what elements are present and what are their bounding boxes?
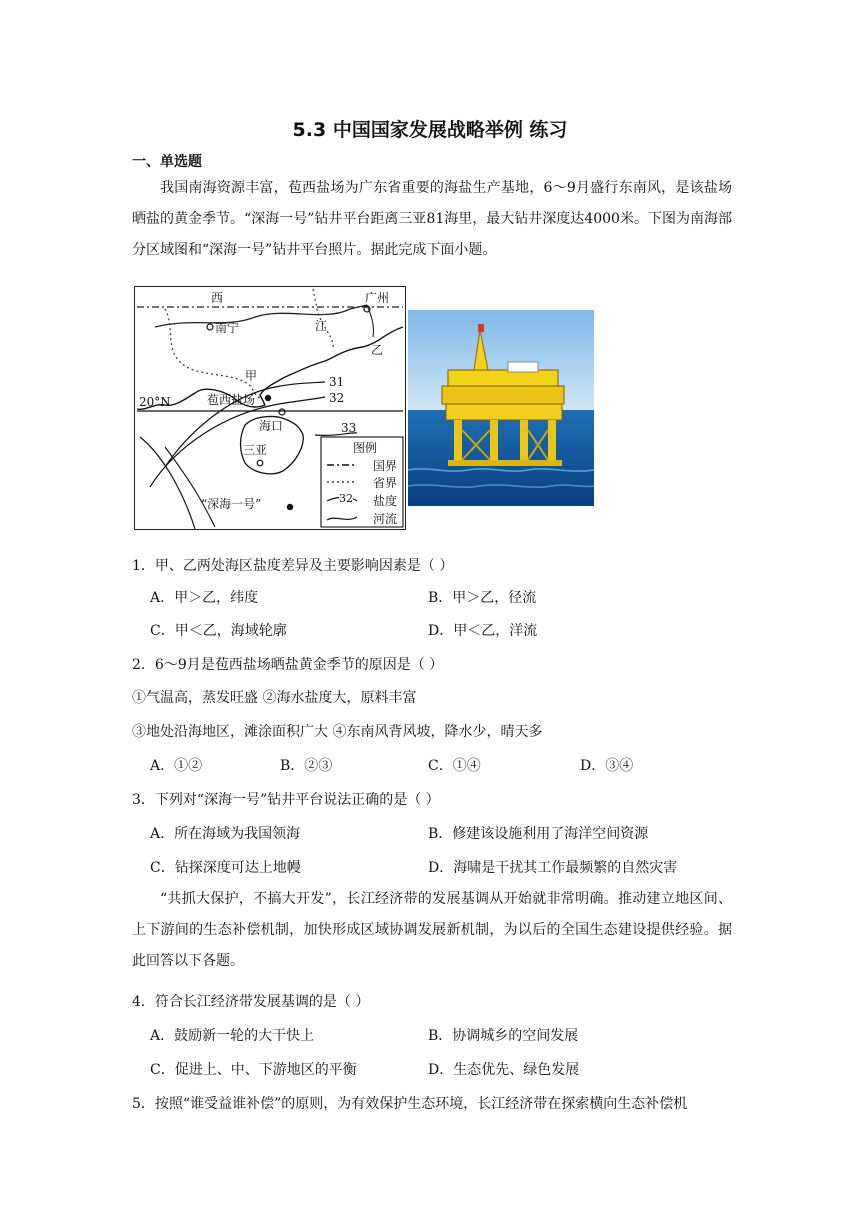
question-3-option-b[interactable]: B．修建该设施利用了海洋空间资源 — [428, 826, 649, 842]
question-3-stem: 3．下列对“深海一号”钻井平台说法正确的是（ ） — [132, 792, 440, 808]
map-label-sanya: 三亚 — [243, 443, 268, 457]
legend-border: 国界 — [373, 459, 398, 473]
legend-province: 省界 — [373, 476, 398, 490]
map-label-jia: 甲 — [245, 369, 258, 383]
map-label-jiang: 江 — [315, 319, 328, 333]
question-1-option-b[interactable]: B．甲＞乙，径流 — [428, 590, 537, 606]
isohaline-31-label: 31 — [329, 375, 345, 389]
question-2-option-d[interactable]: D．③④ — [580, 758, 634, 774]
question-2-stem: 2．6～9月是苞西盐场晒盐黄金季节的原因是（ ） — [132, 657, 444, 673]
question-4-stem: 4．符合长江经济带发展基调的是（ ） — [132, 994, 370, 1010]
question-3-option-c[interactable]: C．钻探深度可达上地幔 — [150, 860, 301, 876]
question-2-statements-1: ①气温高，蒸发旺盛 ②海水盐度大，原料丰富 — [132, 690, 417, 706]
question-2-option-c[interactable]: C．①④ — [428, 758, 481, 774]
question-3-option-d[interactable]: D．海啸是干扰其工作最频繁的自然灾害 — [428, 860, 678, 876]
question-2-statements-2: ③地处沿海地区，滩涂面积广大 ④东南风背风坡，降水少，晴天多 — [132, 724, 543, 740]
isohaline-32-label: 32 — [329, 391, 345, 405]
map-label-xi: 西 — [211, 291, 224, 305]
question-4-option-a[interactable]: A．鼓励新一轮的大干快上 — [150, 1028, 315, 1044]
question-2-option-a[interactable]: A．①② — [150, 758, 203, 774]
south-china-sea-map — [134, 286, 406, 530]
legend-title: 图例 — [353, 441, 378, 455]
legend-salinity-number: 32 — [339, 492, 353, 505]
map-label-nanning: 南宁 — [215, 321, 240, 335]
question-5-stem: 5．按照“谁受益谁补偿”的原则，为有效保护生态环境，长江经济带在探索横向生态补偿机 — [132, 1096, 688, 1112]
map-label-yi: 乙 — [371, 343, 384, 357]
question-4-option-c[interactable]: C．促进上、中、下游地区的平衡 — [150, 1062, 357, 1078]
section-heading: 一、单选题 — [132, 154, 202, 170]
legend-salinity: 盐度 — [373, 494, 398, 508]
map-label-platform: “深海一号” — [201, 497, 262, 511]
isohaline-33-label: 33 — [341, 421, 357, 435]
question-4-option-b[interactable]: B．协调城乡的空间发展 — [428, 1028, 579, 1044]
page-title: 5.3 中国国家发展战略举例 练习 — [292, 119, 568, 141]
map-label-latitude: 20°N — [139, 395, 171, 409]
drilling-platform-photo — [408, 310, 594, 506]
passage-1: 我国南海资源丰富，苞西盐场为广东省重要的海盐生产基地，6～9月盛行东南风，是该盐场晒盐的黄金季节。“深海一号”钻井平台距离三亚81海里，最大钻井深度达4000米。下图为南海部分区域图和“深海一号”钻井平台照片。据此完成下面小题。 — [132, 180, 732, 258]
legend-river: 河流 — [373, 512, 398, 526]
question-1-option-a[interactable]: A．甲＞乙，纬度 — [150, 590, 259, 606]
question-2-option-b[interactable]: B．②③ — [280, 758, 333, 774]
map-label-guangzhou: 广州 — [365, 291, 390, 305]
map-label-haikou: 海口 — [259, 419, 284, 433]
question-1-option-d[interactable]: D．甲＜乙，洋流 — [428, 623, 538, 639]
map-label-saltfield: 苞西盐场 — [207, 393, 256, 407]
question-1-stem: 1．甲、乙两处海区盐度差异及主要影响因素是（ ） — [132, 558, 454, 574]
question-4-option-d[interactable]: D．生态优先、绿色发展 — [428, 1062, 580, 1078]
passage-2: “共抓大保护，不搞大开发”，长江经济带的发展基调从开始就非常明确。推动建立地区间、上下游间的生态补偿机制，加快形成区域协调发展新机制，为以后的全国生态建设提供经验。据此回答以下各题。 — [132, 891, 732, 969]
question-3-option-a[interactable]: A．所在海域为我国领海 — [150, 826, 301, 842]
question-1-option-c[interactable]: C．甲＜乙，海域轮廓 — [150, 623, 287, 639]
